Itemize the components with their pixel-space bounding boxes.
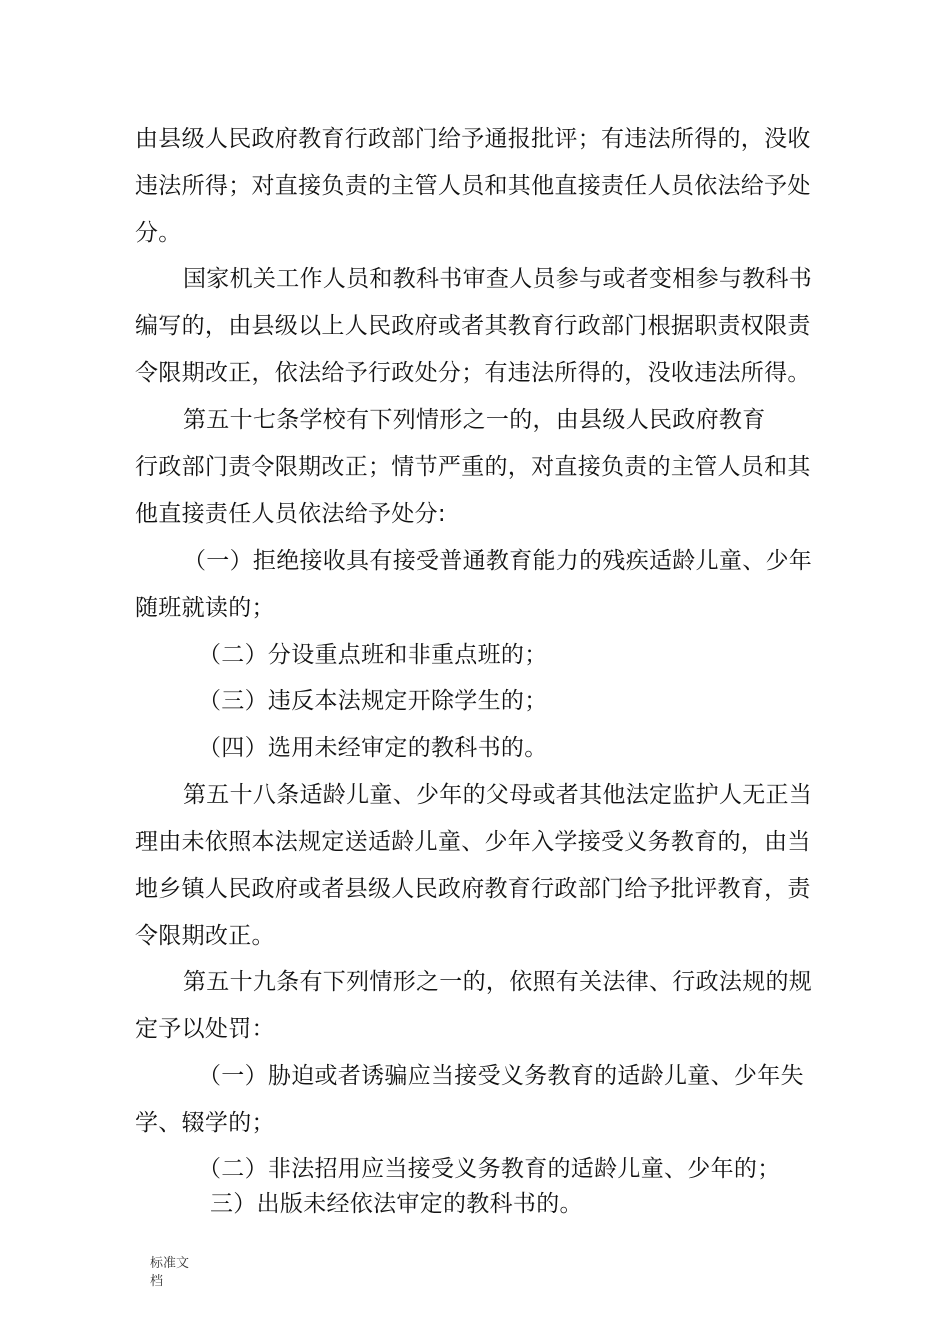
footer-line: 档 <box>150 1274 164 1289</box>
list-item: （一）胁迫或者诱骗应当接受义务教育的适龄儿童、少年失 <box>198 1063 804 1089</box>
article-58-heading: 第五十八条适龄儿童、少年的父母或者其他法定监护人无正当 <box>183 782 813 808</box>
list-item: （二）非法招用应当接受义务教育的适龄儿童、少年的； <box>198 1156 781 1182</box>
text-line: 令限期改正，依法给予行政处分；有违法所得的，没收违法所得。 <box>135 360 811 386</box>
text-line: 违法所得；对直接负责的主管人员和其他直接责任人员依法给予处 <box>135 173 811 199</box>
text-line: 编写的，由县级以上人民政府或者其教育行政部门根据职责权限责 <box>135 313 811 339</box>
list-item: 三）出版未经依法审定的教科书的。 <box>210 1191 583 1217</box>
text-line: 他直接责任人员依法给予处分: <box>135 501 446 527</box>
text-line: 分。 <box>135 220 182 246</box>
text-line: 学、辍学的； <box>135 1110 275 1136</box>
list-item: （二）分设重点班和非重点班的； <box>198 642 548 668</box>
article-57-heading: 第五十七条学校有下列情形之一的，由县级人民政府教育 <box>183 407 766 433</box>
text-line: 行政部门责令限期改正；情节严重的，对直接负责的主管人员和其 <box>135 454 811 480</box>
text-line: 地乡镇人民政府或者县级人民政府教育行政部门给予批评教育，责 <box>135 876 811 902</box>
footer-label <box>150 1255 210 1291</box>
text-line: 国家机关工作人员和教科书审查人员参与或者变相参与教科书 <box>183 266 813 292</box>
list-item: （一）拒绝接收具有接受普通教育能力的残疾适龄儿童、少年 <box>183 548 813 574</box>
text-line: 由县级人民政府教育行政部门给予通报批评；有违法所得的，没收 <box>135 126 811 152</box>
text-line: 理由未依照本法规定送适龄儿童、少年入学接受义务教育的，由当 <box>135 829 811 855</box>
list-item: （四）选用未经审定的教科书的。 <box>198 735 548 761</box>
article-59-heading: 第五十九条有下列情形之一的，依照有关法律、行政法规的规 <box>183 969 813 995</box>
list-item: （三）违反本法规定开除学生的； <box>198 688 548 714</box>
text-line: 定予以处罚： <box>135 1016 275 1042</box>
text-line: 随班就读的； <box>135 595 275 621</box>
footer-line: 标准文 <box>150 1256 190 1271</box>
text-line: 令限期改正。 <box>135 923 275 949</box>
